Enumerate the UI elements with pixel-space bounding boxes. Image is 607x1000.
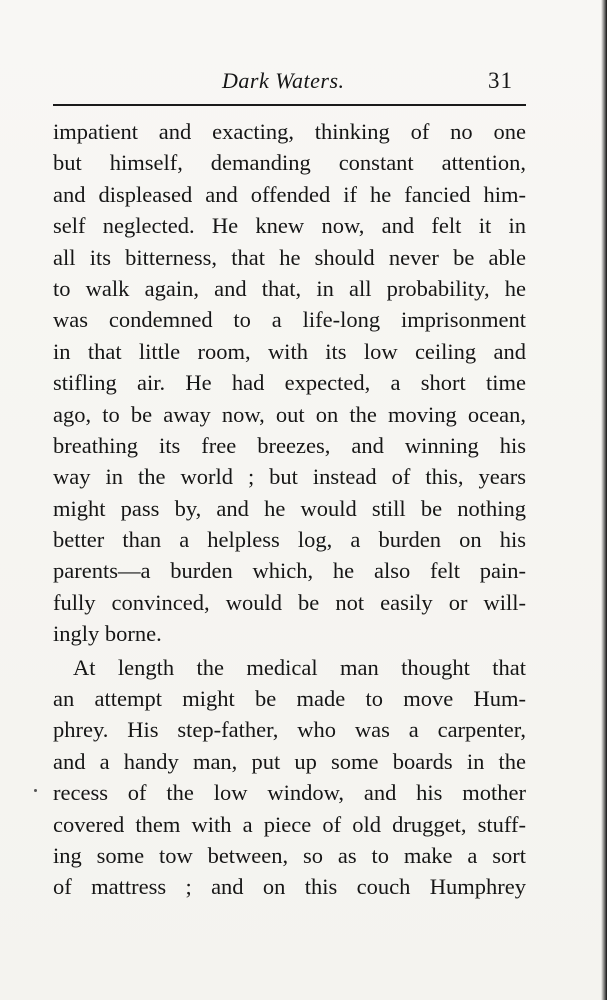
text-line: parents—a burden which, he also felt pain-: [53, 558, 526, 584]
text-line: ingly borne.: [53, 621, 162, 647]
text-line: but himself, demanding constant attention,: [53, 150, 526, 176]
print-speck: [34, 789, 37, 792]
text-line: might pass by, and he would still be nothing: [53, 495, 526, 521]
text-line: At length the medical man thought that: [73, 654, 526, 680]
paragraph-1: [53, 116, 526, 650]
text-line: phrey. His step-father, who was a carpenter,: [53, 717, 526, 743]
page-number: 31: [488, 68, 513, 93]
text-line: and displeased and offended if he fancied him-: [53, 181, 526, 207]
text-line: ago, to be away now, out on the moving ocean,: [53, 401, 526, 427]
text-line: breathing its free breezes, and winning his: [53, 432, 526, 458]
running-title: Dark Waters.: [222, 68, 345, 93]
text-line: ing some tow between, so as to make a sort: [53, 842, 526, 868]
page-edge-shadow: [601, 0, 607, 1000]
text-line: of mattress ; and on this couch Humphrey: [53, 874, 526, 900]
text-line: was condemned to a life-long imprisonment: [53, 307, 526, 333]
running-head: [0, 68, 607, 98]
body-text: [53, 116, 526, 903]
text-line: to walk again, and that, in all probability, he: [53, 275, 526, 301]
text-line: all its bitterness, that he should never be able: [53, 244, 526, 270]
text-line: covered them with a piece of old drugget, stuff-: [53, 811, 526, 837]
text-line: way in the world ; but instead of this, years: [53, 464, 526, 490]
text-line: recess of the low window, and his mother: [53, 780, 526, 806]
paragraph-2: [53, 652, 526, 903]
text-line: self neglected. He knew now, and felt it in: [53, 213, 526, 239]
text-line: an attempt might be made to move Hum-: [53, 686, 526, 712]
header-rule: [53, 104, 526, 106]
text-line: in that little room, with its low ceiling and: [53, 338, 526, 364]
text-line: stifling air. He had expected, a short time: [53, 370, 526, 396]
text-line: impatient and exacting, thinking of no one: [53, 119, 526, 144]
text-line: fully convinced, would be not easily or will-: [53, 589, 526, 615]
text-line: and a handy man, put up some boards in the: [53, 748, 526, 774]
text-line: better than a helpless log, a burden on his: [53, 527, 526, 553]
